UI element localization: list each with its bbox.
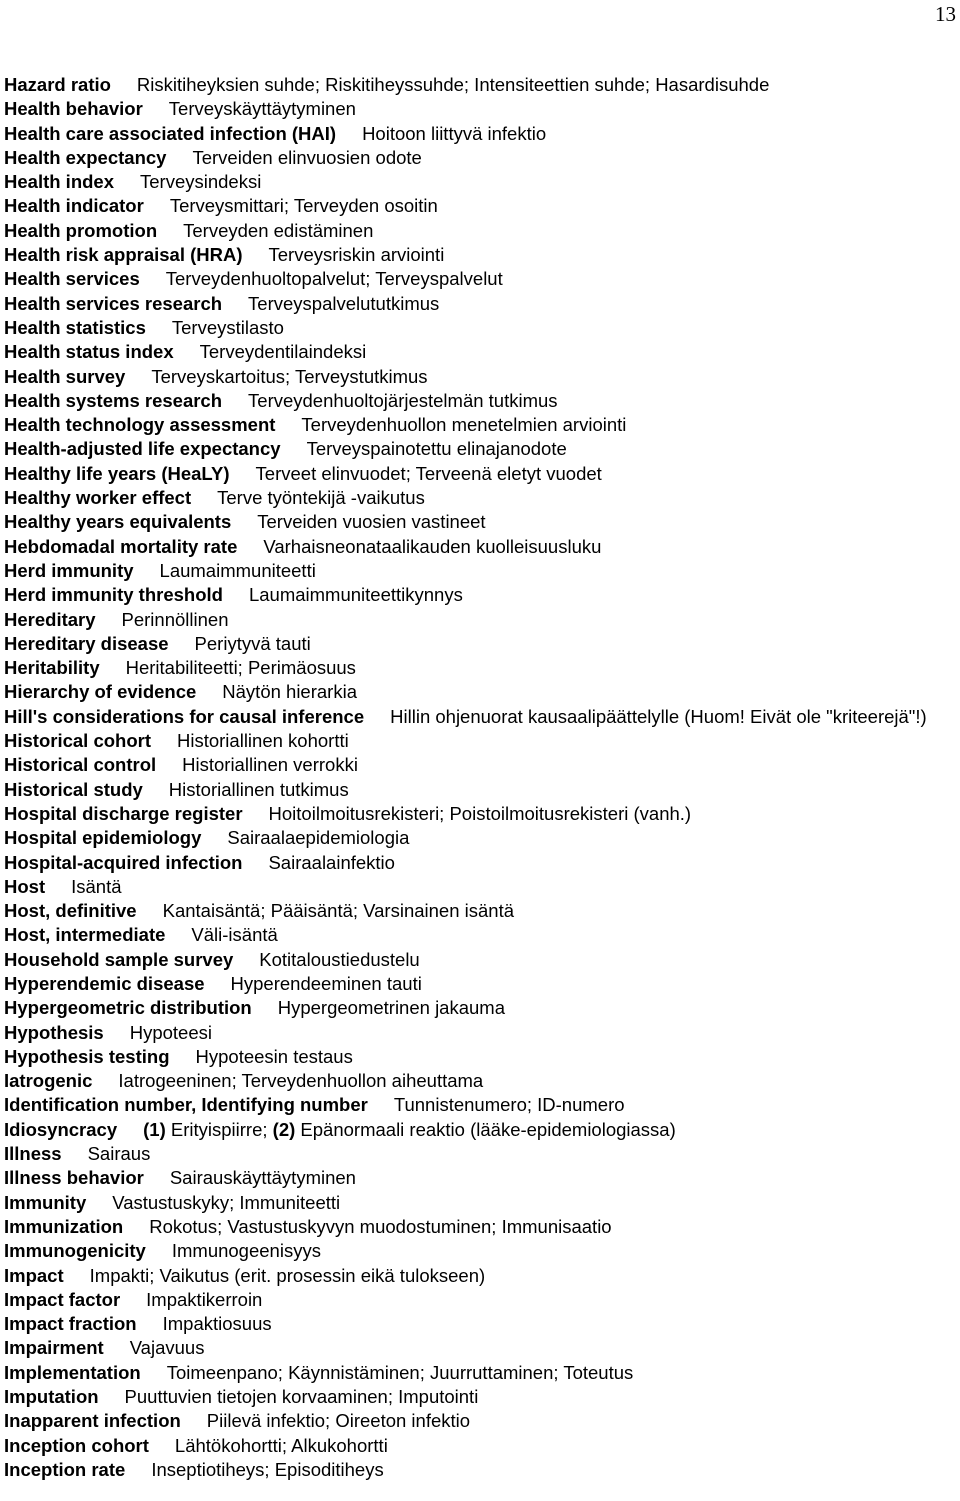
entry-definition: Hyperendeeminen tauti bbox=[230, 972, 422, 994]
entry-definition: Näytön hierarkia bbox=[222, 681, 357, 703]
entry-term: Herd immunity threshold bbox=[4, 584, 223, 606]
entry-term: Health statistics bbox=[4, 316, 146, 338]
entry-definition: Väli-isäntä bbox=[191, 924, 278, 946]
glossary-entry bbox=[4, 923, 949, 947]
entry-term: Hill's considerations for causal inference bbox=[4, 705, 365, 727]
entry-definition: Terveet elinvuodet; Terveenä eletyt vuodet bbox=[255, 462, 602, 484]
entry-term: Immunization bbox=[4, 1215, 124, 1237]
entry-definition: Historiallinen kohortti bbox=[177, 730, 349, 752]
glossary-entry bbox=[4, 899, 949, 923]
entry-definition: Terveiden vuosien vastineet bbox=[257, 511, 486, 533]
glossary-entry bbox=[4, 1385, 949, 1409]
entry-definition: Terveydenhuoltojärjestelmän tutkimus bbox=[248, 389, 558, 411]
entry-term: Impact factor bbox=[4, 1288, 121, 1310]
entry-term: Hospital-acquired infection bbox=[4, 851, 243, 873]
glossary-entry bbox=[4, 1021, 949, 1045]
entry-term: Health-adjusted life expectancy bbox=[4, 438, 281, 460]
entry-term: Health services bbox=[4, 268, 140, 290]
entry-definition: Impaktikerroin bbox=[146, 1288, 263, 1310]
entry-term: Household sample survey bbox=[4, 948, 234, 970]
glossary-entry bbox=[4, 680, 949, 704]
entry-term: Inapparent infection bbox=[4, 1410, 181, 1432]
entry-term: Host bbox=[4, 875, 46, 897]
entry-definition: Hoitoon liittyvä infektio bbox=[362, 122, 547, 144]
entry-definition: Terveyskäyttäytyminen bbox=[168, 98, 356, 120]
entry-definition: Puuttuvien tietojen korvaaminen; Imputointi bbox=[124, 1386, 479, 1408]
entry-definition: Historiallinen verrokki bbox=[182, 754, 358, 776]
entry-term: Healthy years equivalents bbox=[4, 511, 232, 533]
glossary-entry bbox=[4, 656, 949, 680]
entry-term: Health expectancy bbox=[4, 146, 167, 168]
entry-definition: Terveydentilaindeksi bbox=[199, 341, 367, 363]
glossary-entry bbox=[4, 1191, 949, 1215]
entry-term: Health systems research bbox=[4, 389, 223, 411]
entry-term: Hospital epidemiology bbox=[4, 827, 202, 849]
glossary-entry bbox=[4, 389, 949, 413]
entry-term: Healthy worker effect bbox=[4, 487, 192, 509]
entry-definition: Rokotus; Vastustuskyvyn muodostuminen; Immunisaatio bbox=[149, 1215, 612, 1237]
entry-definition: Perinnöllinen bbox=[121, 608, 229, 630]
entry-term: Iatrogenic bbox=[4, 1070, 93, 1092]
entry-definition: Laumaimmuniteettikynnys bbox=[248, 584, 463, 606]
entry-term: Impairment bbox=[4, 1337, 104, 1359]
glossary-entry bbox=[4, 219, 949, 243]
entry-term: Hebdomadal mortality rate bbox=[4, 535, 238, 557]
entry-definition: Terveysmittari; Terveyden osoitin bbox=[169, 195, 438, 217]
glossary-entry bbox=[4, 73, 949, 97]
entry-term: Heritability bbox=[4, 657, 100, 679]
entry-term: Health indicator bbox=[4, 195, 144, 217]
entry-term: Identification number, Identifying number bbox=[4, 1094, 368, 1116]
entry-term: Immunity bbox=[4, 1191, 87, 1213]
glossary-entry bbox=[4, 1361, 949, 1385]
glossary-entry bbox=[4, 972, 949, 996]
glossary-entry bbox=[4, 583, 949, 607]
glossary-entry bbox=[4, 1166, 949, 1190]
glossary-entry bbox=[4, 753, 949, 777]
entry-definition: Iatrogeeninen; Terveydenhuollon aiheuttama bbox=[118, 1070, 484, 1092]
entry-term: Hypothesis testing bbox=[4, 1045, 170, 1067]
entry-definition: Impakti; Vaikutus (erit. prosessin eikä tulokseen) bbox=[89, 1264, 486, 1286]
entry-term: Immunogenicity bbox=[4, 1240, 146, 1262]
glossary-entry bbox=[4, 608, 949, 632]
entry-term: Implementation bbox=[4, 1361, 141, 1383]
entry-term: Hyperendemic disease bbox=[4, 972, 205, 994]
glossary-entry bbox=[4, 194, 949, 218]
glossary-entry bbox=[4, 486, 949, 510]
glossary-entry bbox=[4, 826, 949, 850]
entry-definition: Sairauskäyttäytyminen bbox=[169, 1167, 356, 1189]
entry-term: Hypergeometric distribution bbox=[4, 997, 252, 1019]
entry-term: Historical control bbox=[4, 754, 157, 776]
entry-definition: Terveiden elinvuosien odote bbox=[192, 146, 422, 168]
entry-definition: Sairaalaepidemiologia bbox=[227, 827, 410, 849]
entry-term: Host, intermediate bbox=[4, 924, 166, 946]
entry-term: Health behavior bbox=[4, 98, 143, 120]
entry-term: Impact bbox=[4, 1264, 64, 1286]
glossary-entry bbox=[4, 778, 949, 802]
glossary-entry-list bbox=[4, 73, 949, 1482]
glossary-entry bbox=[4, 1093, 949, 1117]
entry-definition: Hillin ohjenuorat kausaalipäättelylle (Huom! Eivät ole "kriteerejä"!) bbox=[390, 705, 927, 727]
entry-term: Hazard ratio bbox=[4, 74, 111, 95]
glossary-entry bbox=[4, 462, 949, 486]
entry-term: Hereditary disease bbox=[4, 632, 169, 654]
glossary-entry bbox=[4, 146, 949, 170]
entry-definition: Sairaus bbox=[87, 1143, 151, 1165]
entry-definition: Heritabiliteetti; Perimäosuus bbox=[125, 657, 356, 679]
entry-definition: Terve työntekijä -vaikutus bbox=[217, 487, 425, 509]
glossary-entry bbox=[4, 996, 949, 1020]
entry-definition: Vajavuus bbox=[129, 1337, 205, 1359]
entry-term: Health survey bbox=[4, 365, 126, 387]
glossary-entry bbox=[4, 267, 949, 291]
entry-term: Historical cohort bbox=[4, 730, 151, 752]
glossary-entry bbox=[4, 97, 949, 121]
glossary-entry bbox=[4, 437, 949, 461]
glossary-entry bbox=[4, 1409, 949, 1433]
entry-definition: Terveyspalvelututkimus bbox=[248, 292, 440, 314]
glossary-entry bbox=[4, 340, 949, 364]
glossary-entry bbox=[4, 535, 949, 559]
entry-definition: Riskitiheyksien suhde; Riskitiheyssuhde; Intensiteettien suhde; Hasardisuhde bbox=[136, 74, 770, 95]
entry-term: Hospital discharge register bbox=[4, 802, 243, 824]
glossary-entry bbox=[4, 1434, 949, 1458]
entry-term: Inception cohort bbox=[4, 1434, 149, 1456]
entry-definition: Historiallinen tutkimus bbox=[168, 778, 349, 800]
entry-term: Health technology assessment bbox=[4, 414, 276, 436]
definition-segment: Epänormaali reaktio (lääke-epidemiologiassa) bbox=[295, 1118, 676, 1140]
entry-definition: Terveystilasto bbox=[171, 316, 284, 338]
entry-definition: Hypoteesin testaus bbox=[195, 1045, 353, 1067]
entry-definition: Terveyden edistäminen bbox=[183, 219, 374, 241]
entry-definition: Sairaalainfektio bbox=[268, 851, 395, 873]
entry-definition bbox=[143, 1119, 676, 1140]
definition-sense-number: (1) bbox=[143, 1118, 166, 1140]
entry-definition: Kotitaloustiedustelu bbox=[259, 948, 420, 970]
entry-definition: Laumaimmuniteetti bbox=[159, 559, 316, 581]
entry-term: Imputation bbox=[4, 1386, 99, 1408]
glossary-entry bbox=[4, 1458, 949, 1482]
glossary-entry bbox=[4, 1045, 949, 1069]
definition-segment: Erityispiirre; bbox=[165, 1118, 273, 1140]
entry-definition: Hypergeometrinen jakauma bbox=[277, 997, 505, 1019]
entry-definition: Terveydenhuollon menetelmien arviointi bbox=[301, 414, 627, 436]
entry-term: Hypothesis bbox=[4, 1021, 104, 1043]
glossary-entry bbox=[4, 559, 949, 583]
glossary-entry bbox=[4, 1239, 949, 1263]
entry-definition: Periytyvä tauti bbox=[194, 632, 311, 654]
definition-sense-number: (2) bbox=[272, 1118, 296, 1140]
entry-term: Health promotion bbox=[4, 219, 158, 241]
glossary-entry bbox=[4, 122, 949, 146]
glossary-entry bbox=[4, 948, 949, 972]
glossary-entry bbox=[4, 729, 949, 753]
entry-definition: Lähtökohortti; Alkukohortti bbox=[174, 1434, 388, 1456]
glossary-entry bbox=[4, 875, 949, 899]
glossary-entry bbox=[4, 1312, 949, 1336]
glossary-entry bbox=[4, 413, 949, 437]
entry-definition: Toimeenpano; Käynnistäminen; Juurruttaminen; Toteutus bbox=[166, 1361, 634, 1383]
entry-definition: Kantaisäntä; Pääisäntä; Varsinainen isäntä bbox=[162, 900, 515, 922]
entry-term: Health status index bbox=[4, 341, 174, 363]
entry-definition: Tunnistenumero; ID-numero bbox=[393, 1094, 625, 1116]
glossary-entry bbox=[4, 170, 949, 194]
entry-definition: Terveyspainotettu elinajanodote bbox=[306, 438, 567, 460]
entry-term: Historical study bbox=[4, 778, 143, 800]
entry-definition: Terveyskartoitus; Terveystutkimus bbox=[151, 365, 428, 387]
glossary-entry bbox=[4, 632, 949, 656]
entry-definition: Terveydenhuoltopalvelut; Terveyspalvelut bbox=[165, 268, 503, 290]
entry-definition: Inseptiotiheys; Episoditiheys bbox=[151, 1458, 384, 1480]
glossary-entry bbox=[4, 243, 949, 267]
glossary-entry bbox=[4, 1336, 949, 1360]
glossary-entry bbox=[4, 365, 949, 389]
glossary-entry bbox=[4, 1118, 949, 1142]
glossary-entry bbox=[4, 1142, 949, 1166]
entry-term: Illness bbox=[4, 1143, 62, 1165]
entry-definition: Hypoteesi bbox=[129, 1021, 212, 1043]
entry-term: Healthy life years (HeaLY) bbox=[4, 462, 230, 484]
entry-definition: Impaktiosuus bbox=[162, 1313, 272, 1335]
glossary-entry bbox=[4, 316, 949, 340]
entry-definition: Terveysriskin arviointi bbox=[268, 244, 445, 266]
entry-definition: Hoitoilmoitusrekisteri; Poistoilmoitusrekisteri (vanh.) bbox=[268, 802, 692, 824]
glossary-entry bbox=[4, 802, 949, 826]
entry-definition: Isäntä bbox=[71, 875, 122, 897]
glossary-entry bbox=[4, 705, 949, 729]
glossary-entry bbox=[4, 510, 949, 534]
entry-term: Illness behavior bbox=[4, 1167, 144, 1189]
entry-term: Hereditary bbox=[4, 608, 96, 630]
entry-term: Idiosyncracy bbox=[4, 1118, 118, 1140]
entry-term: Health services research bbox=[4, 292, 223, 314]
entry-definition: Varhaisneonataalikauden kuolleisuusluku bbox=[263, 535, 602, 557]
glossary-entry bbox=[4, 1288, 949, 1312]
entry-term: Host, definitive bbox=[4, 900, 137, 922]
entry-term: Inception rate bbox=[4, 1458, 126, 1480]
entry-term: Health risk appraisal (HRA) bbox=[4, 244, 243, 266]
page-number: 13 bbox=[935, 2, 956, 26]
entry-term: Health care associated infection (HAI) bbox=[4, 122, 337, 144]
entry-definition: Vastustuskyky; Immuniteetti bbox=[112, 1191, 341, 1213]
entry-term: Herd immunity bbox=[4, 559, 134, 581]
glossary-entry bbox=[4, 1215, 949, 1239]
entry-definition: Immunogeenisyys bbox=[171, 1240, 321, 1262]
entry-definition: Terveysindeksi bbox=[140, 171, 262, 193]
entry-term: Impact fraction bbox=[4, 1313, 137, 1335]
glossary-entry bbox=[4, 292, 949, 316]
entry-term: Health index bbox=[4, 171, 114, 193]
entry-term: Hierarchy of evidence bbox=[4, 681, 197, 703]
glossary-entry bbox=[4, 1069, 949, 1093]
entry-definition: Piilevä infektio; Oireeton infektio bbox=[206, 1410, 471, 1432]
glossary-entry bbox=[4, 1264, 949, 1288]
glossary-entry bbox=[4, 851, 949, 875]
